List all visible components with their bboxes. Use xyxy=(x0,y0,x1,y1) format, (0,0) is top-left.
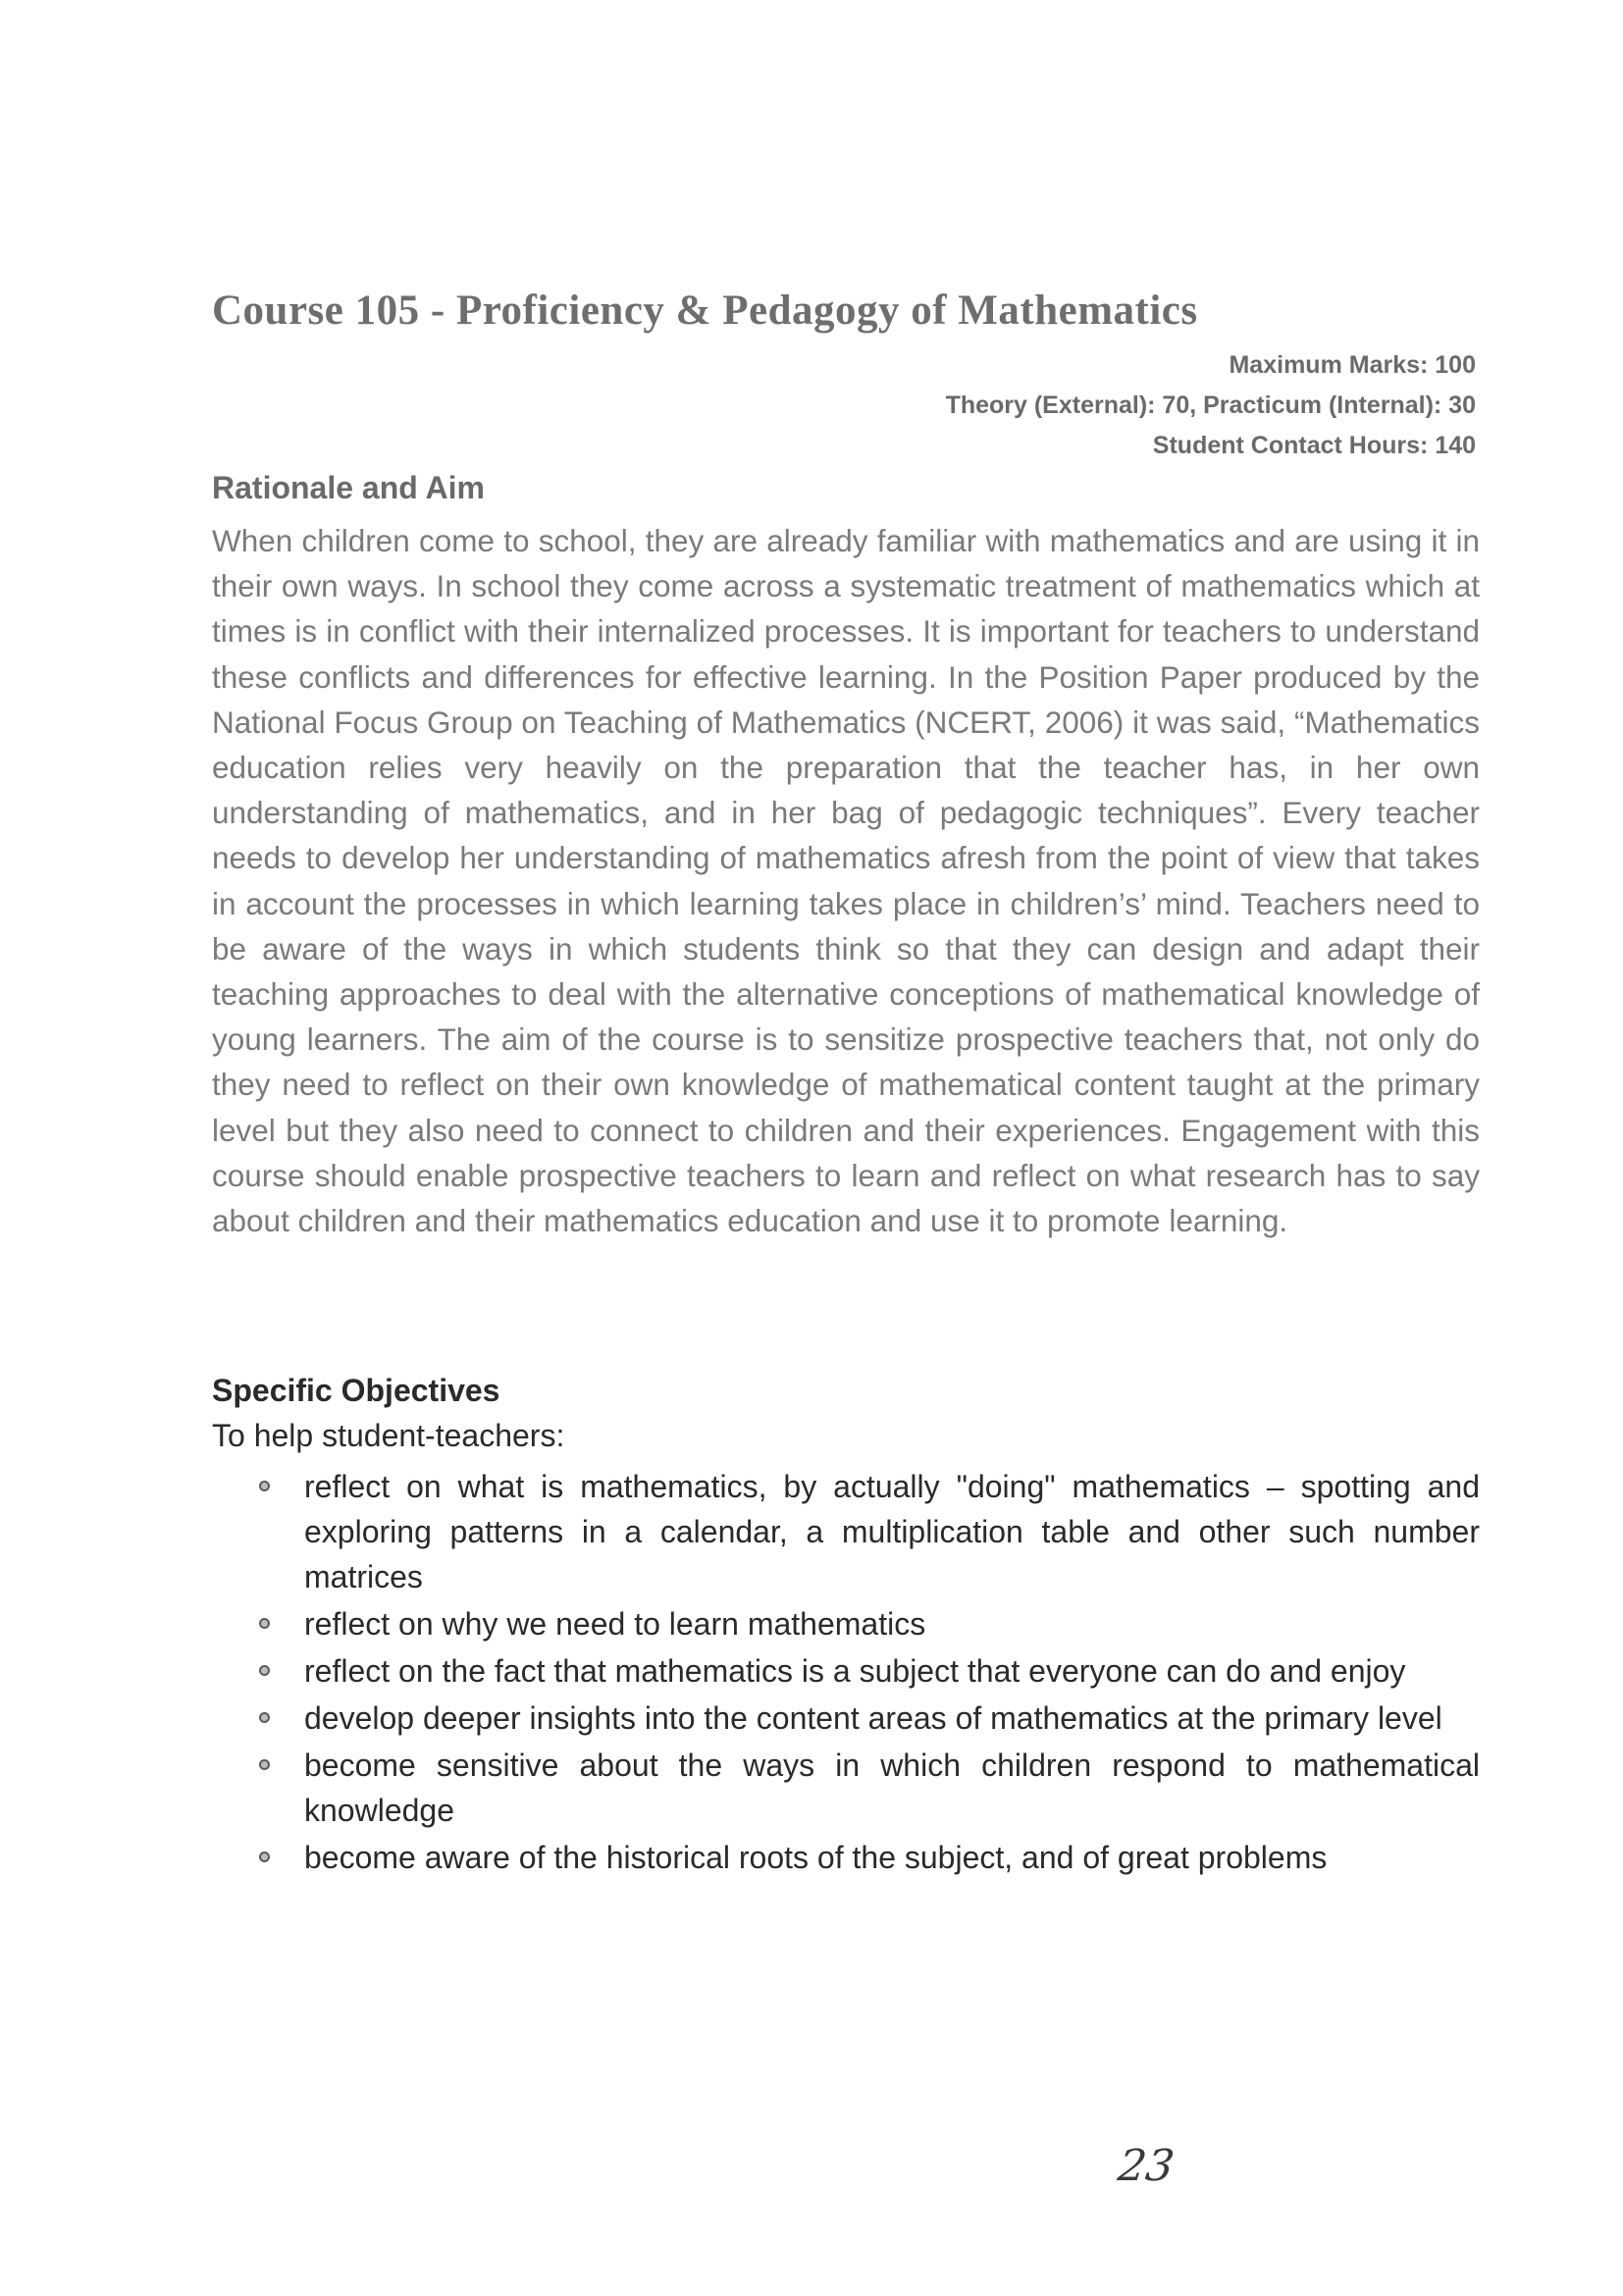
list-item xyxy=(212,1696,1480,1741)
course-title: Course 105 - Proficiency & Pedagogy of Mathematics xyxy=(212,287,1198,334)
list-item xyxy=(212,1464,1480,1599)
rationale-heading: Rationale and Aim xyxy=(212,470,485,505)
list-item xyxy=(212,1743,1480,1833)
bullet-icon xyxy=(259,1852,270,1862)
list-item xyxy=(212,1835,1480,1880)
bullet-icon xyxy=(259,1759,270,1770)
objectives-heading: Specific Objectives xyxy=(212,1373,500,1408)
objective-text: become aware of the historical roots of the subject, and of great problems xyxy=(304,1840,1328,1875)
objectives-intro: To help student-teachers: xyxy=(212,1418,565,1453)
bullet-icon xyxy=(259,1481,270,1491)
objective-text: reflect on the fact that mathematics is a subject that everyone can do and enjoy xyxy=(304,1653,1406,1689)
contact-hours: Student Contact Hours: 140 xyxy=(1152,432,1476,459)
objectives-list xyxy=(212,1464,1480,1882)
page-number: 23 xyxy=(1115,2141,1178,2191)
maximum-marks: Maximum Marks: 100 xyxy=(1229,351,1476,379)
bullet-icon xyxy=(259,1665,270,1676)
objective-text: reflect on why we need to learn mathematics xyxy=(304,1606,926,1642)
list-item xyxy=(212,1648,1480,1694)
objective-text: reflect on what is mathematics, by actually "doing" mathematics – spotting and exploring patterns in a calendar, a multiplication table and other such number matrices xyxy=(304,1469,1480,1594)
bullet-icon xyxy=(259,1712,270,1723)
objective-text: become sensitive about the ways in which children respond to mathematical knowledge xyxy=(304,1748,1480,1828)
marks-split: Theory (External): 70, Practicum (Internal): 30 xyxy=(945,391,1476,419)
bullet-icon xyxy=(259,1618,270,1629)
list-item xyxy=(212,1601,1480,1646)
rationale-paragraph: When children come to school, they are already familiar with mathematics and are using it in their own ways. In school they come across a systematic treatment of mathematics which at times is in conflict with their internalized processes. It is important for teachers to understand these conflicts and differences for effective learning. In the Position Paper produced by the National Focus Group on Teaching of Mathematics (NCERT, 2006) it was said, “Mathematics education relies very heavily on the preparation that the teacher has, in her own understanding of mathematics, and in her bag of pedagogic techniques”. Every teacher needs to develop her understanding of mathematics afresh from the point of view that takes in account the processes in which learning takes place in children’s’ mind. Teachers need to be aware of the ways in which students think so that they can design and adapt their teaching approaches to deal with the alternative conceptions of mathematical knowledge of young learners. The aim of the course is to sensitize prospective teachers that, not only do they need to reflect on their own knowledge of mathematical content taught at the primary level but they also need to connect to children and their experiences. Engagement with this course should enable prospective teachers to learn and reflect on what research has to say about children and their mathematics education and use it to promote learning. xyxy=(212,523,1480,1239)
objective-text: develop deeper insights into the content areas of mathematics at the primary level xyxy=(304,1700,1442,1736)
marks-block xyxy=(691,345,1476,466)
